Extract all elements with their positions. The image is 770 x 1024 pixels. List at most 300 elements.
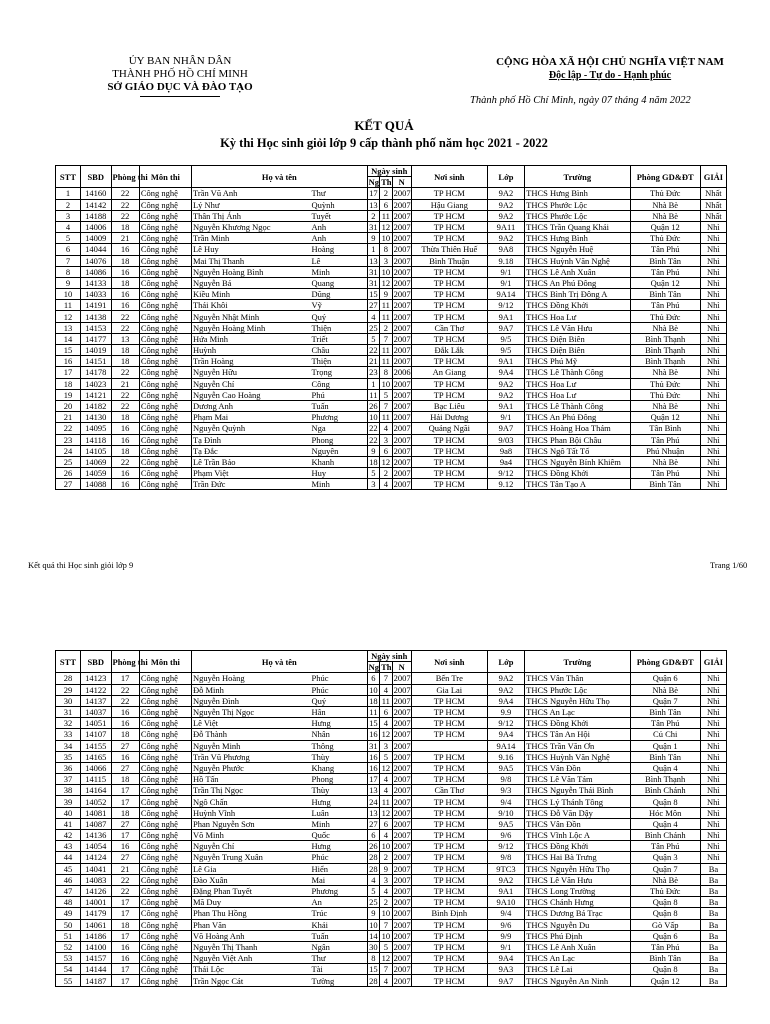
cell-room: 22 xyxy=(111,684,139,695)
col-header-sbd: SBD xyxy=(80,166,111,188)
cell-room: 16 xyxy=(111,941,139,952)
cell-birthplace: Bến Tre xyxy=(411,673,487,684)
cell-given-name: Tuấn xyxy=(310,400,367,411)
cell-sbd: 14179 xyxy=(80,908,111,919)
cell-room: 27 xyxy=(111,740,139,751)
cell-day: 23 xyxy=(369,367,378,378)
cell-day: 22 xyxy=(369,434,378,445)
cell-award: Nhì xyxy=(700,468,726,479)
cell-subject: Công nghệ xyxy=(139,300,191,311)
cell-year: 2007 xyxy=(393,266,411,277)
cell-subject: Công nghệ xyxy=(139,199,191,210)
cell-class: 9A8 xyxy=(487,244,524,255)
cell-birthplace: Hải Dương xyxy=(411,412,487,423)
cell-month: 4 xyxy=(380,885,392,896)
col-header-name: Họ và tên xyxy=(191,166,367,188)
cell-stt: 28 xyxy=(56,673,81,684)
cell-sbd: 14164 xyxy=(80,785,111,796)
cell-school: THCS Nguyễn Du xyxy=(525,919,630,930)
cell-district: Quận 12 xyxy=(630,412,700,423)
cell-award: Nhì xyxy=(700,751,726,762)
cell-month: 5 xyxy=(380,751,392,762)
cell-sbd: 14006 xyxy=(80,221,111,232)
cell-surname: Nguyễn Việt Anh xyxy=(191,953,310,964)
table-row xyxy=(56,673,727,684)
cell-year: 2007 xyxy=(393,389,411,400)
cell-school: THCS An Lạc xyxy=(525,706,630,717)
cell-given-name: Minh xyxy=(310,266,367,277)
cell-sbd: 14177 xyxy=(80,333,111,344)
cell-given-name: Khang xyxy=(310,762,367,773)
cell-stt: 16 xyxy=(56,356,81,367)
table-row xyxy=(56,852,727,863)
cell-class: 9/5 xyxy=(487,333,524,344)
cell-sbd: 14069 xyxy=(80,456,111,467)
cell-sbd: 14115 xyxy=(80,774,111,785)
cell-class: 9/1 xyxy=(487,277,524,288)
cell-district: Bình Tân xyxy=(630,706,700,717)
cell-birthplace: TP HCM xyxy=(411,468,487,479)
table-row xyxy=(56,774,727,785)
cell-birthplace: TP HCM xyxy=(411,445,487,456)
cell-room: 22 xyxy=(111,188,139,199)
cell-class: 9A1 xyxy=(487,885,524,896)
cell-subject: Công nghệ xyxy=(139,684,191,695)
cell-sbd: 14083 xyxy=(80,874,111,885)
cell-class: 9/1 xyxy=(487,941,524,952)
cell-stt: 22 xyxy=(56,423,81,434)
table-row xyxy=(56,255,727,266)
cell-room: 16 xyxy=(111,718,139,729)
cell-room: 22 xyxy=(111,874,139,885)
cell-award: Nhì xyxy=(700,255,726,266)
cell-day: 21 xyxy=(369,356,378,367)
cell-surname: Nguyễn Hoàng Minh xyxy=(191,322,310,333)
cell-room: 18 xyxy=(111,412,139,423)
cell-award: Nhất xyxy=(700,188,726,199)
cell-award: Nhì xyxy=(700,479,726,490)
cell-month: 7 xyxy=(380,964,392,975)
cell-room: 22 xyxy=(111,210,139,221)
cell-birthplace: Gia Lai xyxy=(411,684,487,695)
cell-award: Nhì xyxy=(700,830,726,841)
cell-stt: 13 xyxy=(56,322,81,333)
cell-surname: Mã Duy xyxy=(191,897,310,908)
cell-surname: Nguyễn Thị Thanh xyxy=(191,941,310,952)
cell-year: 2007 xyxy=(393,401,411,412)
cell-birthplace: TP HCM xyxy=(411,830,487,841)
cell-stt: 48 xyxy=(56,897,81,908)
table-row xyxy=(56,751,727,762)
cell-day: 5 xyxy=(367,885,379,896)
cell-year: 2007 xyxy=(393,412,411,423)
cell-subject: Công nghệ xyxy=(139,188,191,199)
cell-day: 25 xyxy=(369,897,378,908)
cell-subject: Công nghệ xyxy=(139,852,191,863)
cell-given-name: Phú xyxy=(310,389,367,400)
cell-month: 4 xyxy=(380,975,392,986)
cell-birthplace: Bạc Liêu xyxy=(411,400,487,411)
cell-district: Bình Thạnh xyxy=(630,345,700,356)
cell-given-name: Phúc xyxy=(310,852,367,863)
cell-stt: 33 xyxy=(56,729,81,740)
cell-birthplace: TP HCM xyxy=(411,897,487,908)
org-header xyxy=(100,55,260,97)
table-row xyxy=(56,807,727,818)
cell-surname: Lê Gia xyxy=(191,863,310,874)
cell-district: Quận 3 xyxy=(630,852,700,863)
cell-month: 12 xyxy=(381,277,391,288)
cell-district: Nhà Bè xyxy=(630,684,700,695)
cell-school: THCS Hoa Lư xyxy=(525,311,630,322)
footer-left: Kết quả thi Học sinh giỏi lớp 9 xyxy=(28,560,134,570)
cell-school: THCS Đồng Khởi xyxy=(525,841,630,852)
cell-month: 12 xyxy=(381,762,391,773)
cell-birthplace: An Giang xyxy=(411,367,487,378)
cell-day: 9 xyxy=(367,908,379,919)
cell-class: 9/12 xyxy=(487,468,524,479)
cell-sbd: 14126 xyxy=(80,885,111,896)
col-header-room: Phòng thi xyxy=(111,651,139,673)
cell-school: THCS An Phú Đông xyxy=(525,277,630,288)
cell-year: 2007 xyxy=(393,930,411,941)
cell-stt: 31 xyxy=(56,706,81,717)
cell-district: Quận 12 xyxy=(630,277,700,288)
cell-room: 17 xyxy=(111,830,139,841)
cell-day: 13 xyxy=(369,255,378,266)
cell-year: 2007 xyxy=(393,434,411,445)
cell-school: THCS An Lạc xyxy=(525,953,630,964)
table-row xyxy=(56,718,727,729)
cell-sbd: 14044 xyxy=(80,244,111,255)
col-header-class: Lớp xyxy=(487,166,524,188)
cell-class: 9A2 xyxy=(487,673,524,684)
col-header-year: N xyxy=(392,662,411,673)
cell-school: THCS Đỗ Văn Dậy xyxy=(525,807,630,818)
cell-month: 11 xyxy=(380,345,392,356)
cell-class: 9A2 xyxy=(487,684,524,695)
cell-school: THCS Huỳnh Văn Nghệ xyxy=(525,751,630,762)
cell-room: 16 xyxy=(111,266,139,277)
cell-room: 22 xyxy=(111,311,139,322)
cell-sbd: 14138 xyxy=(80,311,111,322)
cell-district: Tân Phú xyxy=(630,300,700,311)
table-row xyxy=(56,908,727,919)
cell-surname: Lý Như xyxy=(191,199,310,210)
cell-stt: 18 xyxy=(56,378,81,389)
cell-birthplace: TP HCM xyxy=(411,706,487,717)
national-title: CỘNG HÒA XÃ HỘI CHỦ NGHĨA VIỆT NAM xyxy=(496,56,724,68)
cell-given-name: Châu xyxy=(310,345,367,356)
cell-month: 2 xyxy=(380,852,392,863)
cell-class: 9A2 xyxy=(487,233,524,244)
cell-award: Nhì xyxy=(700,322,726,333)
cell-month: 11 xyxy=(380,412,392,423)
cell-birthplace: TP HCM xyxy=(411,456,487,467)
cell-stt: 49 xyxy=(56,908,81,919)
cell-room: 27 xyxy=(111,818,139,829)
cell-given-name: Tuấn xyxy=(310,930,367,941)
cell-given-name: Quý xyxy=(310,695,367,706)
cell-award: Nhì xyxy=(700,389,726,400)
cell-award: Nhì xyxy=(700,774,726,785)
cell-birthplace: TP HCM xyxy=(411,941,487,952)
cell-district: Thủ Đức xyxy=(630,311,700,322)
cell-stt: 34 xyxy=(56,740,81,751)
cell-room: 17 xyxy=(111,785,139,796)
cell-sbd: 14121 xyxy=(80,389,111,400)
cell-award: Nhì xyxy=(700,434,726,445)
cell-year: 2007 xyxy=(393,673,411,684)
cell-month: 3 xyxy=(380,434,392,445)
col-header-month: Th xyxy=(381,662,392,673)
cell-class: 9A4 xyxy=(487,367,524,378)
cell-award: Ba xyxy=(700,919,726,930)
cell-month: 6 xyxy=(380,818,392,829)
cell-award: Ba xyxy=(700,897,726,908)
cell-given-name: Tuyết xyxy=(310,210,367,221)
cell-room: 21 xyxy=(111,863,139,874)
cell-year: 2007 xyxy=(393,975,411,986)
cell-award: Nhì xyxy=(700,400,726,411)
cell-class: 9A7 xyxy=(487,975,524,986)
cell-school: THCS Ngô Tất Tố xyxy=(525,445,630,456)
cell-given-name: Phúc xyxy=(310,684,367,695)
cell-award: Ba xyxy=(700,930,726,941)
cell-birthplace: TP HCM xyxy=(411,289,487,300)
cell-school: THCS Phước Lộc xyxy=(525,210,630,221)
cell-given-name: Hiển xyxy=(310,863,367,874)
cell-month: 10 xyxy=(381,233,391,244)
cell-class: 9a8 xyxy=(487,445,524,456)
cell-day: 27 xyxy=(369,818,378,829)
cell-birthplace: TP HCM xyxy=(411,300,487,311)
cell-day: 31 xyxy=(369,222,378,233)
cell-class: 9.9 xyxy=(487,706,524,717)
cell-school: THCS Hoàng Hoa Thám xyxy=(525,423,630,434)
cell-birthplace: TP HCM xyxy=(411,233,487,244)
cell-sbd: 14087 xyxy=(80,818,111,829)
cell-class: 9A2 xyxy=(487,874,524,885)
cell-surname: Kiều Minh xyxy=(191,289,310,300)
cell-month: 3 xyxy=(380,740,392,751)
cell-school: THCS Lê Lai xyxy=(525,964,630,975)
cell-sbd: 14095 xyxy=(80,423,111,434)
cell-given-name: Nguyên xyxy=(310,445,367,456)
cell-district: Quận 6 xyxy=(630,673,700,684)
cell-school: THCS Đồng Khởi xyxy=(525,718,630,729)
table-row xyxy=(56,785,727,796)
table-row xyxy=(56,300,727,311)
col-header-stt: STT xyxy=(56,166,81,188)
cell-subject: Công nghệ xyxy=(139,729,191,740)
cell-sbd: 14165 xyxy=(80,751,111,762)
table-row xyxy=(56,830,727,841)
cell-day: 17 xyxy=(369,774,378,785)
cell-award: Nhì xyxy=(700,818,726,829)
table-row xyxy=(56,930,727,941)
cell-class: 9/8 xyxy=(487,774,524,785)
table-row xyxy=(56,277,727,288)
cell-room: 18 xyxy=(111,277,139,288)
cell-school: THCS Vĩnh Lộc A xyxy=(525,830,630,841)
cell-given-name: Hưng xyxy=(310,796,367,807)
cell-year: 2007 xyxy=(393,479,411,490)
cell-award: Nhất xyxy=(700,199,726,210)
cell-district: Nhà Bè xyxy=(630,874,700,885)
cell-surname: Đỗ Thành xyxy=(191,729,310,740)
cell-subject: Công nghệ xyxy=(139,740,191,751)
cell-award: Nhì xyxy=(700,718,726,729)
cell-birthplace: Bình Định xyxy=(411,908,487,919)
cell-room: 17 xyxy=(111,897,139,908)
cell-subject: Công nghệ xyxy=(139,221,191,232)
cell-class: 9/1 xyxy=(487,266,524,277)
cell-award: Nhì xyxy=(700,762,726,773)
cell-room: 17 xyxy=(111,975,139,986)
cell-school: THCS Lê Thành Công xyxy=(525,367,630,378)
cell-surname: Đặng Phan Tuyết xyxy=(191,885,310,896)
cell-sbd: 14155 xyxy=(80,740,111,751)
cell-month: 12 xyxy=(381,729,391,740)
cell-award: Nhì xyxy=(700,412,726,423)
table-row xyxy=(56,311,727,322)
cell-day: 13 xyxy=(369,807,378,818)
cell-birthplace: TP HCM xyxy=(411,807,487,818)
cell-birthplace: TP HCM xyxy=(411,718,487,729)
cell-birthplace: TP HCM xyxy=(411,874,487,885)
cell-subject: Công nghệ xyxy=(139,289,191,300)
table-row xyxy=(56,706,727,717)
table-row xyxy=(56,975,727,986)
cell-subject: Công nghệ xyxy=(139,863,191,874)
cell-school: THCS Lê Văn Hưu xyxy=(525,322,630,333)
cell-sbd: 14191 xyxy=(80,300,111,311)
cell-class: 9A4 xyxy=(487,729,524,740)
cell-class: 9A14 xyxy=(487,289,524,300)
cell-birthplace: TP HCM xyxy=(411,919,487,930)
table-row xyxy=(56,468,727,479)
cell-birthplace: TP HCM xyxy=(411,479,487,490)
cell-district: Hóc Môn xyxy=(630,807,700,818)
table-row xyxy=(56,221,727,232)
cell-room: 17 xyxy=(111,930,139,941)
cell-surname: Trần Đức xyxy=(191,479,310,490)
table-row xyxy=(56,964,727,975)
cell-room: 16 xyxy=(111,244,139,255)
cell-given-name: Phương xyxy=(310,885,367,896)
cell-class: 9.12 xyxy=(487,479,524,490)
cell-school: THCS An Phú Đông xyxy=(525,412,630,423)
cell-award: Nhì xyxy=(700,684,726,695)
cell-district: Nhà Bè xyxy=(630,400,700,411)
cell-room: 22 xyxy=(111,367,139,378)
cell-subject: Công nghệ xyxy=(139,445,191,456)
cell-given-name: Trúc xyxy=(310,908,367,919)
cell-school: THCS Điện Biên xyxy=(525,333,630,344)
cell-award: Nhì xyxy=(700,289,726,300)
cell-year: 2007 xyxy=(393,244,411,255)
cell-award: Nhì xyxy=(700,740,726,751)
cell-subject: Công nghệ xyxy=(139,751,191,762)
cell-birthplace: TP HCM xyxy=(411,852,487,863)
cell-surname: Trần Vũ Anh xyxy=(191,188,310,199)
cell-subject: Công nghệ xyxy=(139,479,191,490)
cell-stt: 11 xyxy=(56,300,81,311)
cell-day: 10 xyxy=(369,412,378,423)
cell-subject: Công nghệ xyxy=(139,266,191,277)
cell-year: 2007 xyxy=(393,751,411,762)
cell-stt: 24 xyxy=(56,445,81,456)
cell-given-name: Mai xyxy=(310,874,367,885)
table-row xyxy=(56,456,727,467)
cell-month: 4 xyxy=(380,774,392,785)
cell-sbd: 14052 xyxy=(80,796,111,807)
cell-birthplace: TP HCM xyxy=(411,762,487,773)
cell-district: Quận 12 xyxy=(630,221,700,232)
cell-school: THCS Điện Biên xyxy=(525,345,630,356)
cell-school: THCS Phước Lộc xyxy=(525,199,630,210)
cell-school: THCS Lê Văn Tám xyxy=(525,774,630,785)
cell-subject: Công nghệ xyxy=(139,400,191,411)
cell-month: 4 xyxy=(380,718,392,729)
cell-class: 9A7 xyxy=(487,322,524,333)
cell-school: THCS Vân Đồn xyxy=(525,762,630,773)
cell-subject: Công nghệ xyxy=(139,941,191,952)
cell-subject: Công nghệ xyxy=(139,412,191,423)
cell-sbd: 14001 xyxy=(80,897,111,908)
cell-month: 12 xyxy=(381,953,391,964)
cell-award: Nhì xyxy=(700,445,726,456)
cell-stt: 51 xyxy=(56,930,81,941)
cell-school: THCS Hoa Lư xyxy=(525,389,630,400)
cell-day: 5 xyxy=(367,468,379,479)
cell-day: 16 xyxy=(369,729,378,740)
cell-school: THCS Nguyễn Hữu Thọ xyxy=(525,695,630,706)
cell-year: 2007 xyxy=(393,233,411,244)
national-header xyxy=(450,55,770,83)
cell-given-name: Lê xyxy=(310,255,367,266)
cell-surname: Huỳnh xyxy=(191,345,310,356)
cell-school: THCS Trần Văn Ơn xyxy=(525,740,630,751)
cell-sbd: 14122 xyxy=(80,684,111,695)
cell-given-name: Hoàng xyxy=(310,244,367,255)
cell-surname: Đỗ Minh xyxy=(191,684,310,695)
cell-district: Thủ Đức xyxy=(630,378,700,389)
cell-subject: Công nghệ xyxy=(139,953,191,964)
cell-birthplace: TP HCM xyxy=(411,930,487,941)
cell-district: Quận 8 xyxy=(630,897,700,908)
cell-month: 4 xyxy=(380,830,392,841)
cell-award: Ba xyxy=(700,953,726,964)
cell-district: Quận 8 xyxy=(630,796,700,807)
cell-district: Bình Thạnh xyxy=(630,356,700,367)
cell-month: 11 xyxy=(380,796,392,807)
cell-given-name: Khanh xyxy=(310,456,367,467)
cell-subject: Công nghệ xyxy=(139,434,191,445)
cell-day: 22 xyxy=(369,423,378,434)
cell-year: 2007 xyxy=(393,818,411,829)
cell-year: 2007 xyxy=(393,908,411,919)
cell-month: 12 xyxy=(381,456,391,467)
cell-stt: 52 xyxy=(56,941,81,952)
cell-day: 22 xyxy=(369,345,378,356)
col-header-name: Họ và tên xyxy=(191,651,367,673)
cell-subject: Công nghệ xyxy=(139,367,191,378)
page-subtitle: Kỳ thi Học sinh giỏi lớp 9 cấp thành phố năm học 2021 - 2022 xyxy=(220,136,548,150)
cell-subject: Công nghệ xyxy=(139,277,191,288)
cell-award: Nhì xyxy=(700,300,726,311)
